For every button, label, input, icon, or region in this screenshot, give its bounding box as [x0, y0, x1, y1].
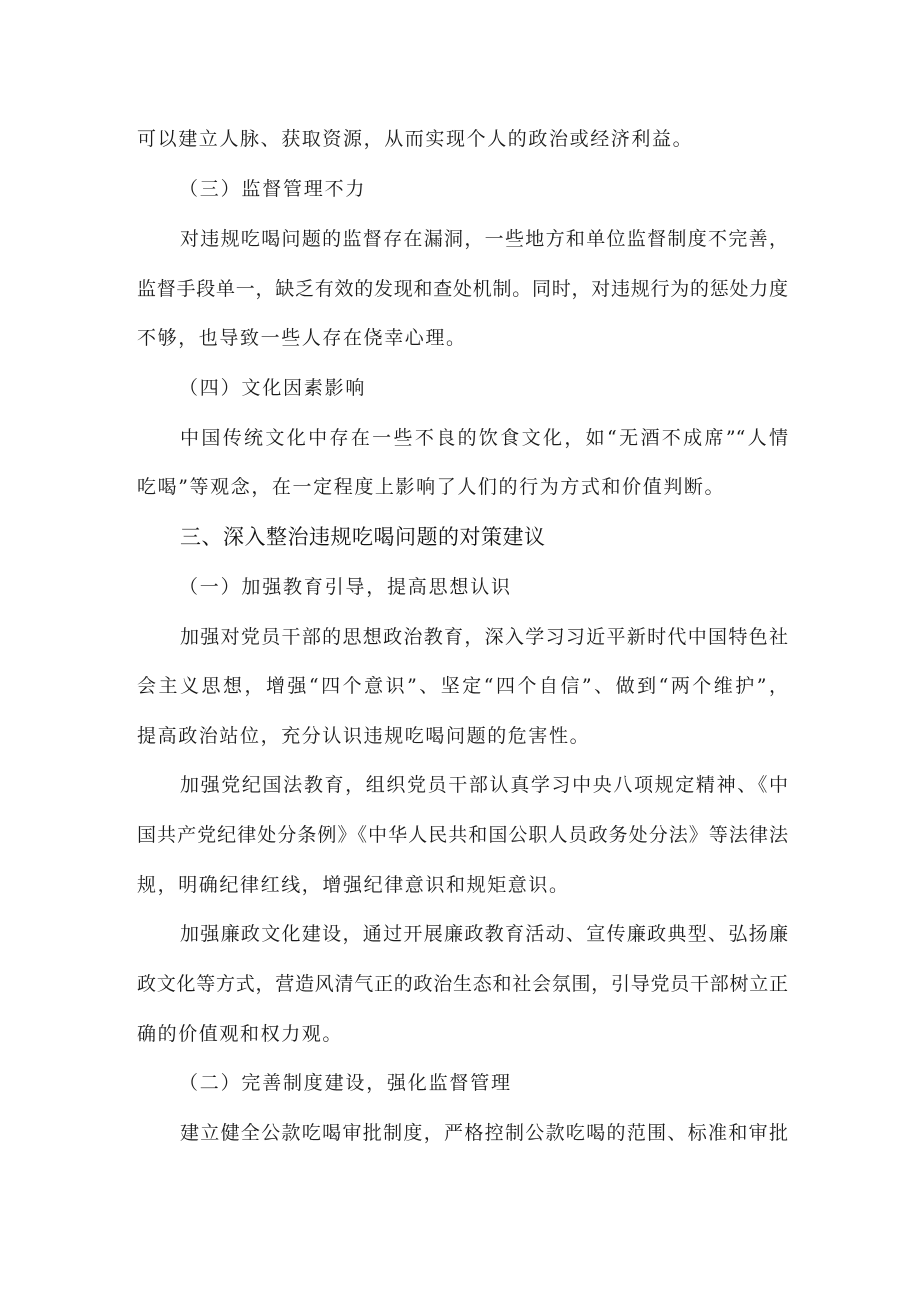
paragraph-line: 对违规吃喝问题的监督存在漏洞，一些地方和单位监督制度不完善，	[180, 228, 788, 250]
paragraph-line: 不够，也导致一些人存在侥幸心理。	[137, 327, 467, 349]
paragraph-line: 提高政治站位，充分认识违规吃喝问题的危害性。	[137, 725, 591, 747]
subheading-3: （三）监督管理不力	[179, 178, 367, 200]
paragraph-line: 规，明确纪律红线，增强纪律意识和规矩意识。	[137, 874, 570, 896]
paragraph-line: 加强对党员干部的思想政治教育，深入学习习近平新时代中国特色社	[180, 626, 788, 648]
paragraph-line: 确的价值观和权力观。	[137, 1023, 344, 1045]
paragraph-line: 加强廉政文化建设，通过开展廉政教育活动、宣传廉政典型、弘扬廉	[180, 923, 788, 945]
paragraph-line: 建立健全公款吃喝审批制度，严格控制公款吃喝的范围、标准和审批	[180, 1122, 788, 1144]
paragraph-line: 国共产党纪律处分条例》《中华人民共和国公职人员政务处分法》等法律法	[137, 824, 788, 846]
paragraph-line: 加强党纪国法教育，组织党员干部认真学习中央八项规定精神、《中	[180, 774, 788, 796]
paragraph-line: 吃喝”等观念，在一定程度上影响了人们的行为方式和价值判断。	[137, 476, 726, 498]
paragraph-line: 可以建立人脉、获取资源，从而实现个人的政治或经济利益。	[137, 128, 694, 150]
subheading-2: （二）完善制度建设，强化监督管理	[179, 1072, 512, 1094]
paragraph-line: 监督手段单一，缺乏有效的发现和查处机制。同时，对违规行为的惩处力度	[137, 278, 788, 300]
paragraph-line: 政文化等方式，营造风清气正的政治生态和社会氛围，引导党员干部树立正	[137, 973, 788, 995]
subheading-4: （四）文化因素影响	[179, 377, 367, 399]
subheading-1: （一）加强教育引导，提高思想认识	[179, 576, 512, 598]
paragraph-line: 会主义思想，增强“四个意识”、坚定“四个自信”、做到“两个维护”，	[137, 675, 788, 697]
paragraph-line: 中国传统文化中存在一些不良的饮食文化，如“无酒不成席”“人情	[180, 427, 788, 449]
section-heading: 三、深入整治违规吃喝问题的对策建议	[180, 525, 546, 549]
